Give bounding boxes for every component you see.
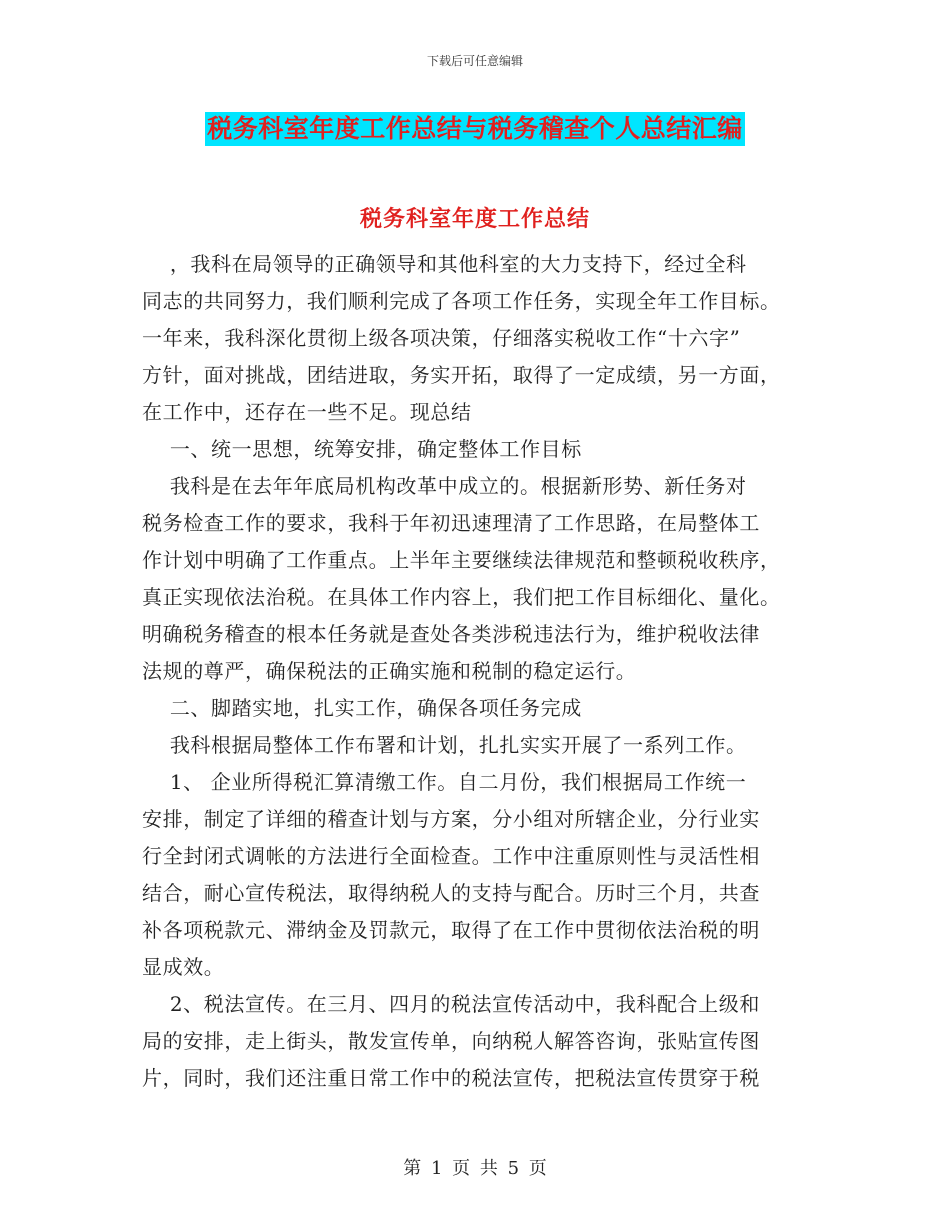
text-line: 片，同时，我们还注重日常工作中的税法宣传，把税法宣传贯穿于税 <box>142 1066 760 1090</box>
document-title: 税务科室年度工作总结与税务稽查个人总结汇编 <box>205 112 745 146</box>
text-line: 行全封闭式调帐的方法进行全面检查。工作中注重原则性与灵活性相 <box>142 844 760 868</box>
text-line: ，我科在局领导的正确领导和其他科室的大力支持下，经过全科 <box>142 252 747 276</box>
section-title: 税务科室年度工作总结 <box>359 206 590 232</box>
text-line: 安排，制定了详细的稽查计划与方案，分小组对所辖企业，分行业实 <box>142 807 760 831</box>
document-title-wrap <box>0 112 950 146</box>
header-note: 下载后可任意编辑 <box>426 54 523 68</box>
text-line: 同志的共同努力，我们顺利完成了各项工作任务，实现全年工作目标。 <box>142 289 781 313</box>
heading-line: 一、统一思想，统筹安排，确定整体工作目标 <box>142 437 582 461</box>
text-line: 补各项税款元、滞纳金及罚款元，取得了在工作中贯彻依法治税的明 <box>142 918 760 942</box>
text-line: 1、 企业所得税汇算清缴工作。自二月份，我们根据局工作统一 <box>142 770 747 794</box>
text-line: 我科根据局整体工作布署和计划，扎扎实实开展了一系列工作。 <box>142 733 747 757</box>
page-footer: 第 1 页 共 5 页 <box>403 1158 547 1179</box>
text-line: 我科是在去年年底局机构改革中成立的。根据新形势、新任务对 <box>142 474 747 498</box>
text-line: 方针，面对挑战，团结进取，务实开拓，取得了一定成绩，另一方面， <box>142 363 781 387</box>
text-line: 作计划中明确了工作重点。上半年主要继续法律规范和整顿税收秩序， <box>142 548 781 572</box>
text-line: 一年来，我科深化贯彻上级各项决策，仔细落实税收工作“十六字” <box>142 326 741 350</box>
text-line: 显成效。 <box>142 955 225 979</box>
text-line: 2、税法宣传。在三月、四月的税法宣传活动中，我科配合上级和 <box>142 992 760 1016</box>
text-line: 明确税务稽查的根本任务就是查处各类涉税违法行为，维护税收法律 <box>142 622 760 646</box>
body-text <box>142 246 808 1097</box>
text-line: 在工作中，还存在一些不足。现总结 <box>142 400 472 424</box>
text-line: 法规的尊严，确保税法的正确实施和税制的稳定运行。 <box>142 659 637 683</box>
heading-line: 二、脚踏实地，扎实工作，确保各项任务完成 <box>142 696 582 720</box>
text-line: 结合，耐心宣传税法，取得纳税人的支持与配合。历时三个月，共查 <box>142 881 760 905</box>
text-line: 税务检查工作的要求，我科于年初迅速理清了工作思路，在局整体工 <box>142 511 760 535</box>
text-line: 局的安排，走上街头，散发宣传单，向纳税人解答咨询，张贴宣传图 <box>142 1029 760 1053</box>
text-line: 真正实现依法治税。在具体工作内容上，我们把工作目标细化、量化。 <box>142 585 781 609</box>
